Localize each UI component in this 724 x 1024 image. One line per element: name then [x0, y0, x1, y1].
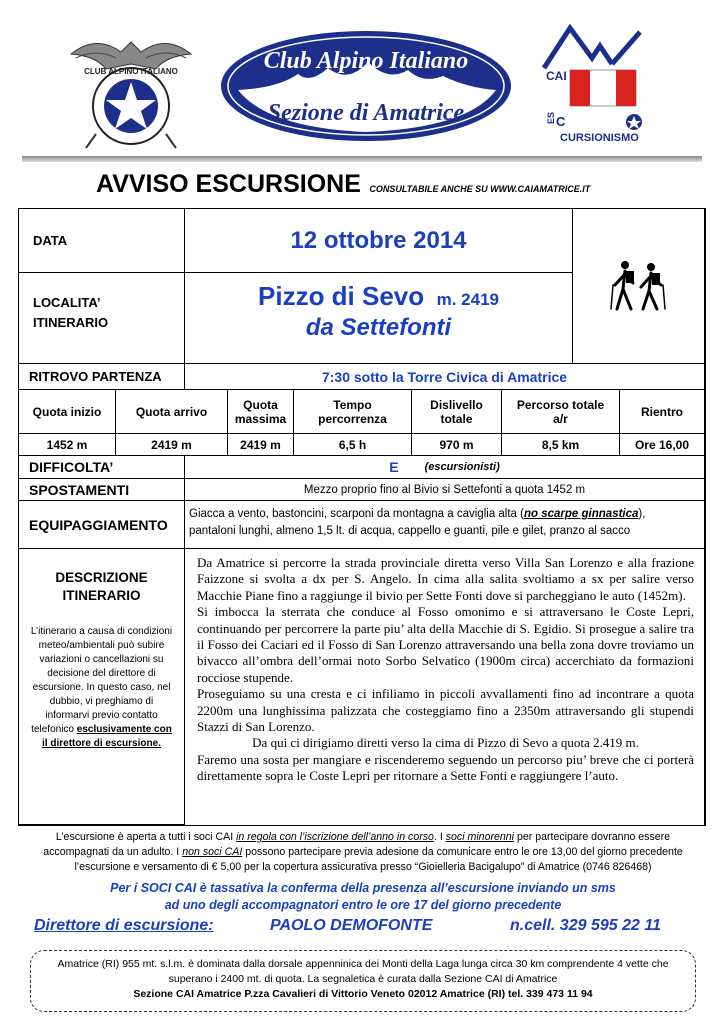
- hikers-icon: [609, 259, 669, 313]
- notice-t3: . I: [433, 831, 446, 843]
- localita-label-cell: [19, 273, 185, 364]
- left-logo-text: CLUB ALPINO ITALIANO: [84, 67, 178, 76]
- director-label: Direttore di escursione:: [34, 917, 214, 934]
- descrizione-left-cell: [19, 549, 185, 825]
- ritrovo-label: RITROVO PARTENZA: [19, 364, 185, 390]
- footer-line1: Amatrice (RI) 955 mt. s.l.m. è dominata dalla dorsale appenninica dei Monti della Laga lunga circa 30 km comprendente 4 vette che superano i 2400 mt. di quota. La segnaletica è curata dalla Sezione CAI di Amatrice: [57, 958, 669, 985]
- desc-paragraph-3: Proseguiamo su una cresta e ci infiliamo in piccoli avvallamenti fino ad incontrare a quota 2200m una lunghissima palizzata che costeggiamo fino a 2350m attraversando gli stupendi Stazzi di San Lorenzo.: [197, 686, 694, 735]
- logo-club-alpino-text: Club Alpino Italiano: [263, 48, 469, 74]
- notice-t1: L’escursione è aperta a tutti i soci CAI: [55, 831, 237, 843]
- equip-no-scarpe: no scarpe ginnastica: [523, 508, 639, 520]
- director-phone: n.cell. 329 595 22 11: [510, 917, 661, 934]
- descrizione-note: [25, 625, 178, 751]
- destination-cell: [185, 273, 573, 364]
- stat-value-quota-massima: 2419 m: [228, 434, 294, 456]
- footer-box: [30, 950, 696, 1012]
- notice-bold: [28, 880, 698, 914]
- logo-sezione-text: Sezione di Amatrice: [267, 100, 465, 126]
- notice-bold-line2: ad uno degli accompagnatori entro le ore 17 del giorno precedente: [164, 898, 562, 912]
- header: [0, 0, 724, 168]
- spostamenti-label: SPOSTAMENTI: [19, 479, 185, 501]
- itinerario-desc-label: ITINERARIO: [62, 588, 141, 603]
- cai-eagle-logo: [66, 24, 196, 152]
- club-alpino-sezione-logo: [218, 28, 514, 144]
- notice-bold-line1: Per i SOCI CAI è tassativa la conferma della presenza all’escursione inviando un sms: [110, 881, 616, 895]
- equipaggiamento-label: EQUIPAGGIAMENTO: [19, 501, 185, 549]
- right-logo-cursionismo: CURSIONISMO: [560, 132, 639, 144]
- difficolta-cell: [185, 456, 705, 479]
- stat-header-quota-massima: Quota massima: [228, 390, 294, 434]
- difficolta-label: DIFFICOLTA’: [19, 456, 185, 479]
- desc-paragraph-5: Faremo una sosta per mangiare e riscenderemo seguendo un percorso piu’ breve che ci porterà direttamente sopra le Coste Lepri per ritornare a Sette Fonti e raggiungere l’auto.: [197, 751, 694, 784]
- descrizione-label: DESCRIZIONE: [55, 570, 148, 585]
- page-title: AVVISO ESCURSIONE: [96, 170, 361, 198]
- notice-t6: non soci CAI: [182, 846, 243, 858]
- equip-line1-a: Giacca a vento, bastoncini, scarponi da montagna a caviglia alta (: [189, 508, 524, 520]
- stat-value-percorso: 8,5 km: [502, 434, 620, 456]
- itinerario-label: ITINERARIO: [33, 315, 109, 330]
- stat-value-rientro: Ore 16,00: [620, 434, 705, 456]
- notice-t4: soci minorenni: [445, 831, 515, 843]
- peak-name: Pizzo di Sevo: [258, 281, 425, 311]
- desc-paragraph-4: Da qui ci dirigiamo diretti verso la cima di Pizzo di Sevo a quota 2.419 m.: [252, 735, 639, 751]
- footer-line2: Sezione CAI Amatrice P.zza Cavalieri di Vittorio Veneto 02012 Amatrice (RI) tel. 339 473 11 94: [133, 988, 593, 1000]
- ritrovo-value: 7:30 sotto la Torre Civica di Amatrice: [185, 364, 705, 390]
- hiker-icon-cell: [573, 209, 705, 364]
- date-value: 12 ottobre 2014: [185, 209, 573, 273]
- desc-paragraph-1: Da Amatrice si percorre la strada provinciale diretta verso Villa San Lorenzo e alla frazione Faizzone si svolta a dx per S. Angelo. In cima alla salita svoltiamo a sx per salire verso Macchie Piane fino a raggiunge il bivio per Sette Fonti dove si parcheggiano le auto (1452m).: [197, 555, 694, 603]
- header-divider: [22, 156, 702, 162]
- stat-value-tempo: 6,5 h: [294, 434, 412, 456]
- stat-value-quota-inizio: 1452 m: [19, 434, 116, 456]
- info-table: [18, 208, 706, 826]
- equip-line2: pantaloni lunghi, almeno 1,5 lt. di acqua, cappello e guanti, pile e gilet, pranzo al sacco: [189, 525, 631, 537]
- descrizione-text-cell: [185, 549, 705, 825]
- stat-header-dislivello: Dislivello totale: [412, 390, 502, 434]
- route-start: da Settefonti: [305, 314, 452, 341]
- director-name: PAOLO DEMOFONTE: [270, 917, 433, 934]
- stat-value-dislivello: 970 m: [412, 434, 502, 456]
- director-row: [34, 917, 694, 941]
- stat-header-quota-inizio: Quota inizio: [19, 390, 116, 434]
- stat-header-percorso: Percorso totale a/r: [502, 390, 620, 434]
- difficolta-value: E: [389, 459, 399, 475]
- title-row: [96, 170, 716, 200]
- equipaggiamento-cell: [185, 501, 705, 549]
- cai-escursionismo-logo: [540, 24, 660, 148]
- right-logo-es: ES: [546, 111, 556, 124]
- descrizione-note-text: L’itinerario a causa di condizioni meteo/ambientali può subire variazioni o cancellazioni su decisione del direttore di escursione. In questo caso, nel dubbio, vi preghiamo di informarvi previo contatto telefonico: [30, 626, 173, 735]
- equip-line1-c: ),: [638, 508, 646, 520]
- descrizione-note-emphasis: esclusivamente con il direttore di escursione.: [42, 724, 172, 749]
- page-subtitle: CONSULTABILE ANCHE SU WWW.CAIAMATRICE.IT: [369, 184, 591, 194]
- desc-paragraph-2: Si imbocca la sterrata che conduce al Fosso omonimo e si attraversano le Coste Lepri, continuando per percorrere la parte piu’ alta della Macchie di S. Egidio. Si prosegue a salire tra il Fosso dei Caciari ed il Fosso di San Lorenzo attraversando una bella zona dovre troviamo un bivacco all’ombra dell’ormai noto Sorbo Selvatico (1900m circa) accerchiato da formazioni rocciose stupende.: [197, 604, 694, 685]
- data-label: DATA: [19, 209, 185, 273]
- stat-header-tempo: Tempo percorrenza: [294, 390, 412, 434]
- notice-t5: per partecipare dovranno essere accompagnati da un adulto. I: [43, 831, 671, 858]
- right-logo-cai: CAI: [546, 69, 567, 83]
- localita-label: LOCALITA’: [33, 295, 101, 310]
- notice-text: [28, 830, 698, 875]
- notice-t7: possono partecipare previa adesione da comunicare entro le ore 13,00 del giorno precedente l’escursione e versamento di € 5,00 per la copertura assicurativa presso “Gioielleria Bacigalupo” di Amatrice (0746 826468): [74, 846, 683, 873]
- stat-value-quota-arrivo: 2419 m: [116, 434, 228, 456]
- peak-altitude: m. 2419: [436, 290, 499, 309]
- stat-header-rientro: Rientro: [620, 390, 705, 434]
- right-logo-c: C: [556, 114, 566, 129]
- stat-header-quota-arrivo: Quota arrivo: [116, 390, 228, 434]
- spostamenti-value: Mezzo proprio fino al Bivio si Settefonti a quota 1452 m: [185, 479, 705, 501]
- difficolta-note: (escursionisti): [424, 461, 500, 473]
- notice-t2: in regola con l’iscrizione dell’anno in corso: [236, 831, 434, 843]
